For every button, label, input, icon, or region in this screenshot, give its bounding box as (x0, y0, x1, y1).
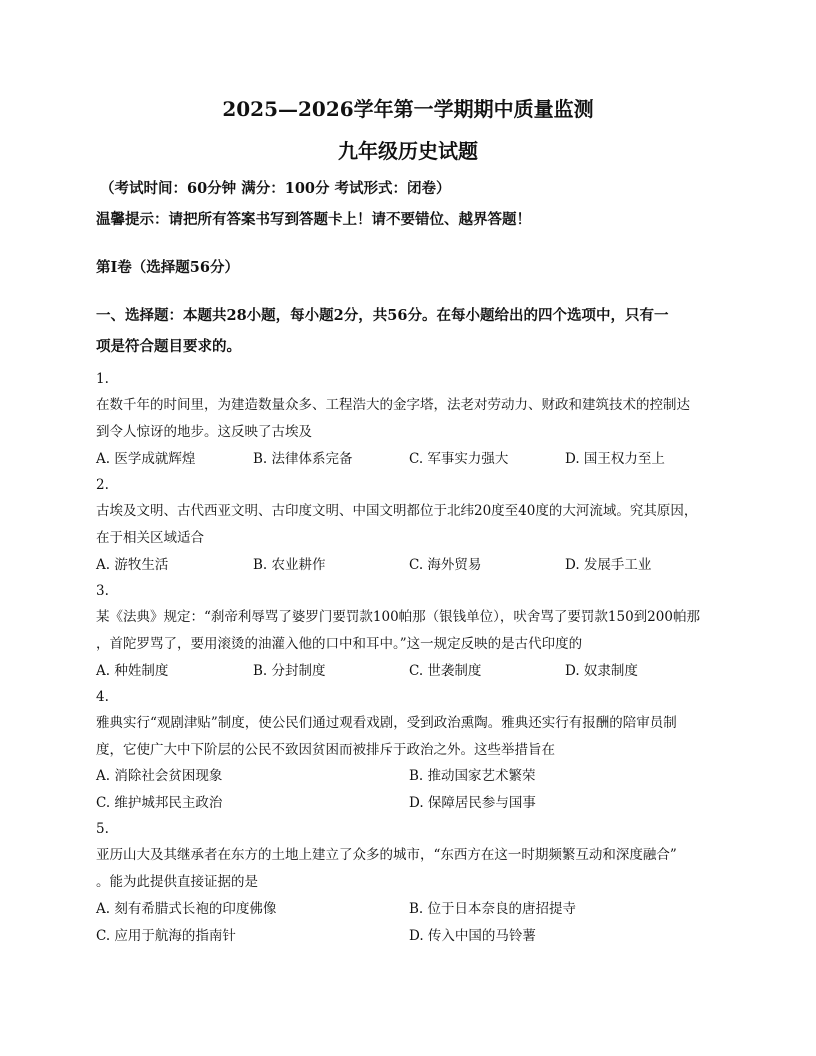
option: A. 游牧生活 (96, 557, 169, 573)
question-number: 1. (96, 371, 109, 387)
question-text: 在数千年的时间里，为建造数量众多、工程浩大的金字塔，法老对劳动力、财政和建筑技术的控制达 (96, 397, 690, 413)
option: B. 推动国家艺术繁荣 (409, 768, 536, 784)
section-instruction-line-1: 一、选择题：本题共28小题，每小题2分，共56分。在每小题给出的四个选项中，只有一 (96, 307, 669, 324)
option: A. 刻有希腊式长袍的印度佛像 (96, 901, 277, 917)
question-text: 亚历山大及其继承者在东方的土地上建立了众多的城市，“东西方在这一时期频繁互动和深度融合” (96, 847, 677, 863)
options-row (96, 900, 736, 918)
option: D. 保障居民参与国事 (409, 795, 536, 811)
option: B. 位于日本奈良的唐招提寺 (409, 901, 577, 917)
option: B. 农业耕作 (253, 557, 326, 573)
option: B. 分封制度 (253, 663, 326, 679)
exam-title: 2025—2026学年第一学期期中质量监测 (222, 97, 594, 121)
options-row (96, 767, 736, 785)
option: D. 发展手工业 (565, 557, 652, 573)
question-text: ，首陀罗骂了，要用滚烫的油灌入他的口中和耳中。”这一规定反映的是古代印度的 (96, 636, 583, 652)
question-text: 古埃及文明、古代西亚文明、古印度文明、中国文明都位于北纬20度至40度的大河流域。究其原因， (96, 503, 698, 519)
question-text: 在于相关区域适合 (96, 530, 204, 546)
option: C. 海外贸易 (409, 557, 482, 573)
options-row (96, 450, 736, 468)
question-text: 某《法典》规定：“刹帝利辱骂了婆罗门要罚款100帕那（银钱单位），吠舍骂了要罚款150到200帕那 (96, 609, 700, 625)
options-row (96, 927, 736, 945)
question-text: 到令人惊讶的地步。这反映了古埃及 (96, 424, 312, 440)
question-text: 雅典实行“观剧津贴”制度，使公民们通过观看戏剧，受到政治熏陶。雅典还实行有报酬的陪审员制 (96, 715, 677, 731)
question-number: 4. (96, 689, 109, 705)
option: C. 世袭制度 (409, 663, 482, 679)
volume-heading: 第Ⅰ卷（选择题56分） (96, 259, 239, 276)
exam-info: （考试时间：60分钟 满分：100分 考试形式：闭卷） (100, 180, 451, 197)
option: A. 消除社会贫困现象 (96, 768, 223, 784)
options-row (96, 662, 736, 680)
option: C. 军事实力强大 (409, 451, 509, 467)
option: A. 种姓制度 (96, 663, 169, 679)
option: C. 应用于航海的指南针 (96, 928, 236, 944)
options-row (96, 794, 736, 812)
question-number: 2. (96, 477, 109, 493)
option: D. 奴隶制度 (565, 663, 638, 679)
exam-subtitle: 九年级历史试题 (338, 139, 478, 163)
question-number: 3. (96, 583, 109, 599)
warm-tip: 温馨提示：请把所有答案书写到答题卡上！请不要错位、越界答题！ (96, 211, 531, 228)
option: D. 国王权力至上 (565, 451, 665, 467)
section-instruction-line-2: 项是符合题目要求的。 (96, 338, 241, 355)
question-text: 。能为此提供直接证据的是 (96, 874, 258, 890)
option: D. 传入中国的马铃薯 (409, 928, 536, 944)
option: A. 医学成就辉煌 (96, 451, 196, 467)
option: B. 法律体系完备 (253, 451, 353, 467)
question-number: 5. (96, 821, 109, 837)
question-text: 度，它使广大中下阶层的公民不致因贫困而被排斥于政治之外。这些举措旨在 (96, 742, 555, 758)
option: C. 维护城邦民主政治 (96, 795, 223, 811)
options-row (96, 556, 736, 574)
